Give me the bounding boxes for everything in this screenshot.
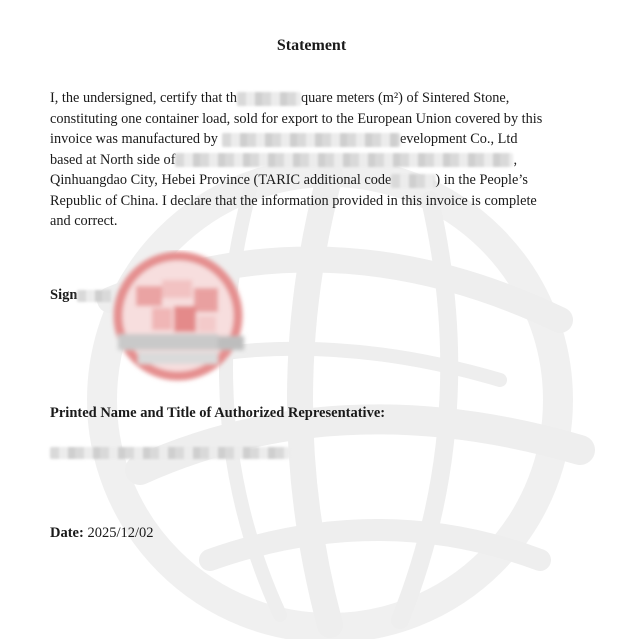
redacted-quantity — [237, 92, 301, 106]
paragraph-line-7: and correct. — [50, 213, 118, 229]
redacted-taric-code — [391, 174, 435, 188]
paragraph-line-3: invoice was manufactured by evelopment Co., Ltd — [50, 131, 518, 147]
date-line — [50, 525, 154, 542]
company-seal-stamp — [98, 250, 256, 392]
paragraph-line-2: constituting one container load, sold for export to the European Union covered by this — [50, 110, 543, 127]
statement-paragraph — [50, 88, 590, 232]
redacted-representative-name — [50, 447, 290, 459]
redacted-address — [175, 153, 513, 167]
document-title: Statement — [276, 37, 347, 54]
paragraph-line-1: I, the undersigned, certify that th quare meters (m²) of Sintered Stone, — [50, 90, 510, 106]
redacted-company-name — [222, 133, 400, 147]
paragraph-line-6: Republic of China. I declare that the information provided in this invoice is complete — [50, 192, 537, 209]
signature-label: Sign — [50, 287, 139, 304]
printed-name-label: Printed Name and Title of Authorized Representative: — [50, 405, 386, 421]
date-value: 2025/12/02 — [87, 525, 154, 541]
date-label: Date: — [50, 525, 84, 541]
paragraph-line-4: based at North side of , — [50, 151, 518, 168]
paragraph-line-5: Qinhuangdao City, Hebei Province (TARIC additional code ) in the People’s — [50, 172, 528, 188]
